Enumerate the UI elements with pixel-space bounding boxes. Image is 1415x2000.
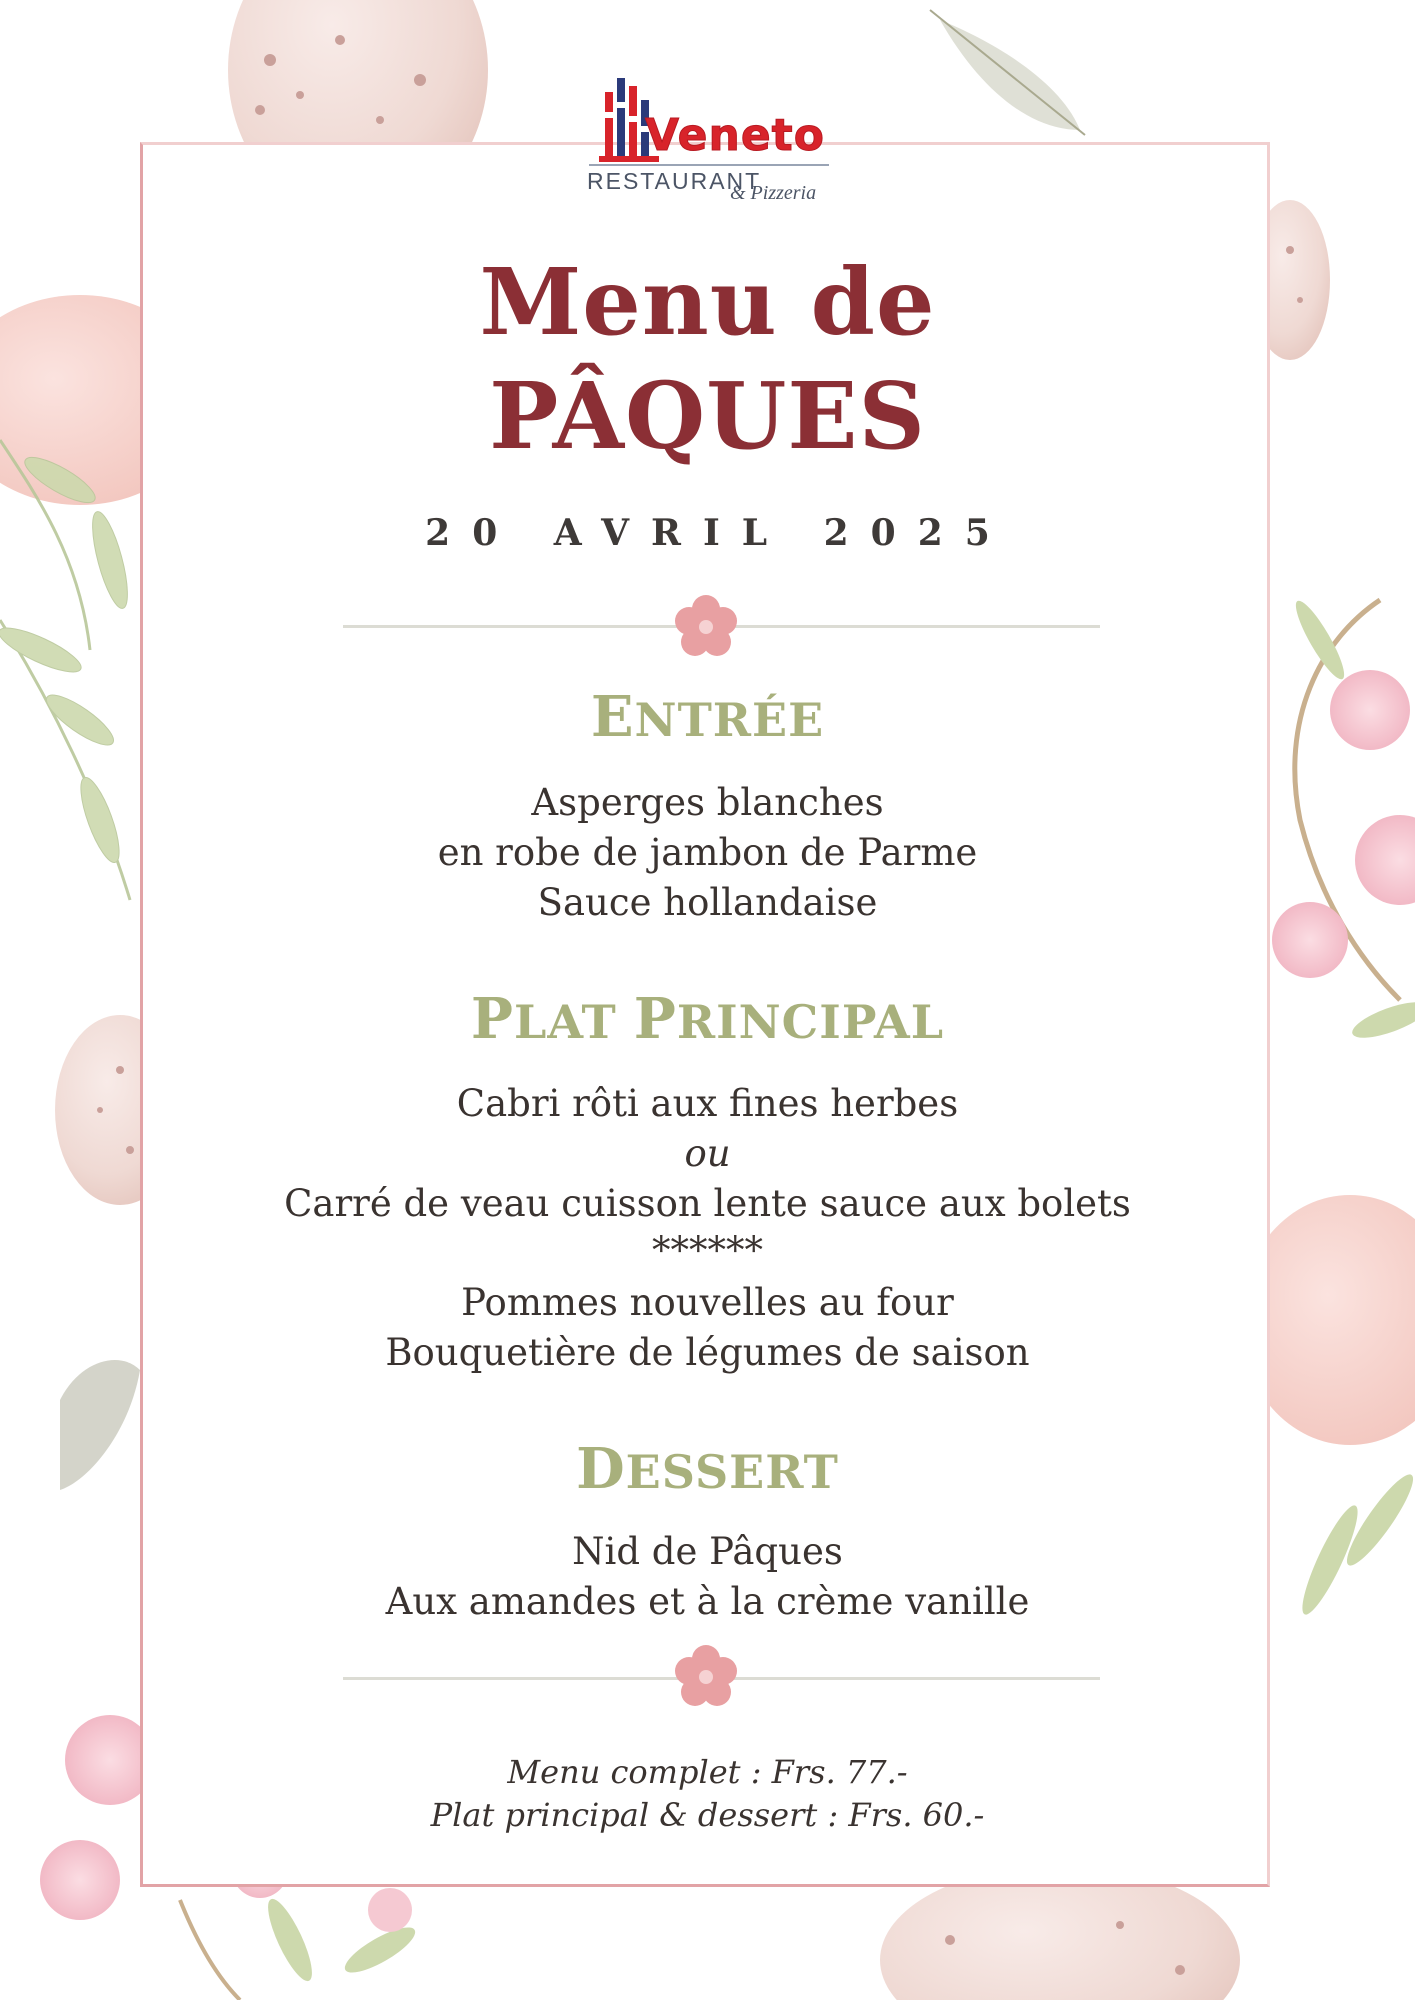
- section-title-plat-principal: PLAT PRINCIPAL: [470, 986, 945, 1052]
- flower-divider-icon: [666, 1637, 746, 1717]
- logo-wordmark: Veneto: [645, 110, 825, 161]
- title-line-1: Menu de: [479, 248, 936, 356]
- plat-or: ou: [684, 1132, 731, 1175]
- restaurant-logo: [583, 72, 833, 212]
- logo-subtitle: RESTAURANT: [587, 168, 762, 194]
- section-title-entree: ENTRÉE: [590, 684, 825, 750]
- flower-divider-icon: [666, 587, 746, 667]
- plat-item: Bouquetière de légumes de saison: [385, 1331, 1030, 1374]
- plat-item: Carré de veau cuisson lente sauce aux bolets: [284, 1182, 1131, 1225]
- menu-date: 20 AVRIL 2025: [425, 512, 1012, 554]
- entree-item: en robe de jambon de Parme: [437, 831, 978, 874]
- entree-item: Sauce hollandaise: [537, 881, 878, 924]
- section-title-dessert: DESSERT: [576, 1436, 839, 1502]
- plat-separator: ******: [652, 1229, 763, 1272]
- logo-subtitle-pizzeria: & Pizzeria: [730, 182, 817, 204]
- title-line-2: PÂQUES: [489, 362, 926, 470]
- entree-item: Asperges blanches: [531, 781, 884, 824]
- price-main-dessert: Plat principal & dessert : Frs. 60.-: [430, 1796, 985, 1834]
- price-full-menu: Menu complet : Frs. 77.-: [507, 1753, 908, 1791]
- dessert-item: Nid de Pâques: [572, 1530, 843, 1573]
- plat-item: Cabri rôti aux fines herbes: [456, 1082, 959, 1125]
- plat-item: Pommes nouvelles au four: [461, 1281, 954, 1324]
- logo-rule: [589, 164, 829, 166]
- dessert-item: Aux amandes et à la crème vanille: [385, 1580, 1030, 1623]
